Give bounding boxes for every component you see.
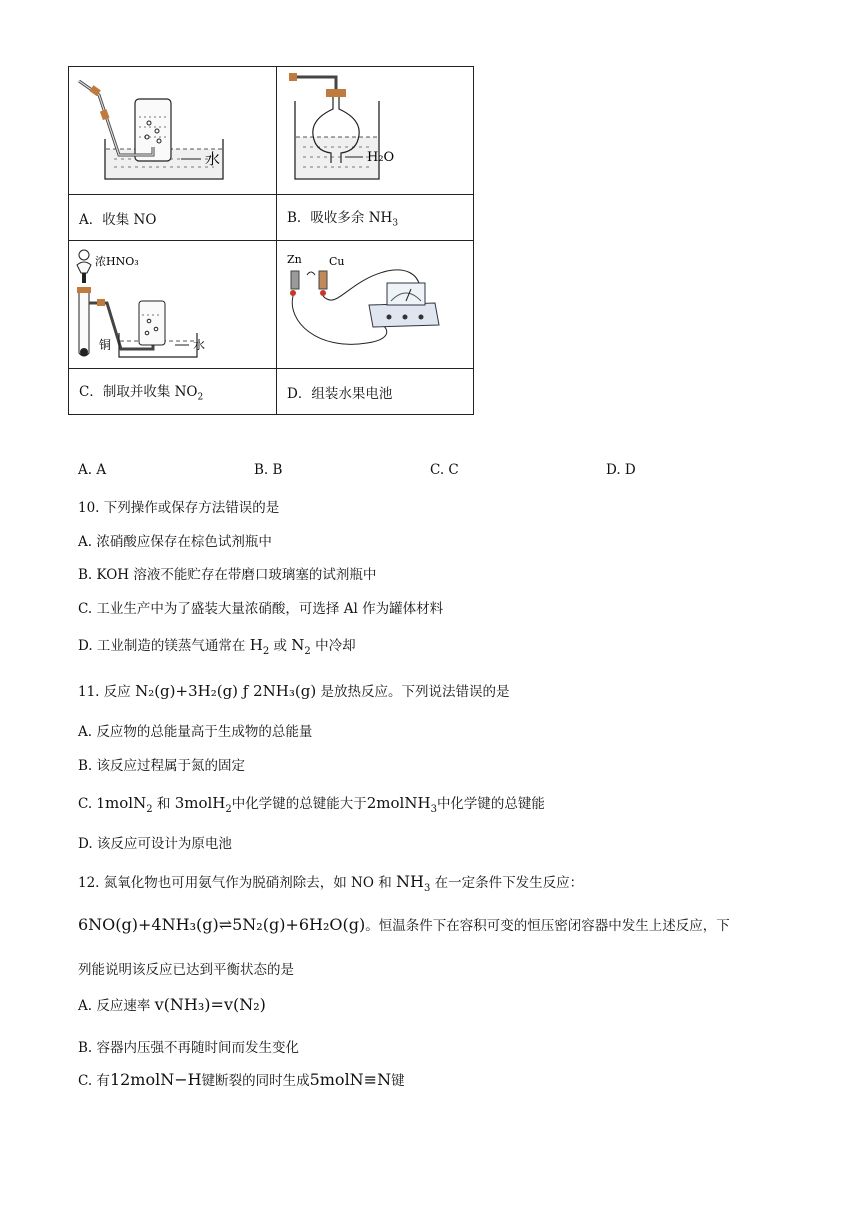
option-d-caption: D．组装水果电池: [277, 369, 474, 415]
option-c-caption: C．制取并收集 $NO_2$: [69, 369, 277, 415]
q12-option-b[interactable]: B. 容器内压强不再随时间而发生变化: [78, 1040, 300, 1056]
q12-stem-line3: 列能说明该反应已达到平衡状态的是: [78, 962, 294, 978]
water-label-c: 水: [193, 338, 206, 352]
water-label: 水: [205, 150, 221, 168]
q11-option-b[interactable]: B. 该反应过程属于氮的固定: [78, 758, 246, 774]
q10-option-c[interactable]: C. 工业生产中为了盛装大量浓硝酸，可选择 Al 作为罐体材料: [78, 601, 444, 617]
absorb-nh3-apparatus-icon: [277, 67, 473, 190]
cell-b-figure: [277, 67, 474, 195]
q9-choice-d[interactable]: D. D: [606, 462, 636, 478]
option-b-caption: B．吸收多余 $NH_3$: [277, 195, 474, 241]
q11-option-c[interactable]: C. 1molN$_2$ 和 3molH$_2$中化学键的总键能大于2molNH$_3$中化学键的总键能: [78, 794, 545, 815]
q9-choice-a[interactable]: A. A: [78, 462, 107, 478]
copper-label: 铜: [99, 338, 112, 352]
q10-option-a[interactable]: A. 浓硝酸应保存在棕色试剂瓶中: [78, 534, 272, 550]
apparatus-table: [68, 66, 474, 415]
conc-nitric-acid-label: 浓HNO₃: [95, 255, 139, 268]
q11-stem: 11. 反应 N₂(g)+3H₂(g) ƒ 2NH₃(g) 是放热反应。下列说法错误的是: [78, 682, 510, 700]
q10-stem: 10. 下列操作或保存方法错误的是: [78, 500, 280, 516]
collect-no-apparatus-icon: [69, 67, 276, 190]
q12-option-a[interactable]: A. 反应速率 v(NH₃)=v(N₂): [78, 995, 266, 1014]
option-a-caption: A．收集 NO: [69, 195, 277, 241]
make-no2-apparatus-icon: [69, 241, 276, 364]
zinc-label: Zn: [287, 253, 302, 266]
cell-c-figure: [69, 241, 277, 369]
q12-stem-line1: 12. 氮氧化物也可用氨气作为脱硝剂除去，如 NO 和 $NH_3$ 在一定条件下发生反应：: [78, 872, 584, 895]
water-formula-label: H₂O: [367, 150, 395, 165]
q12-option-c[interactable]: C. 有12molN−H键断裂的同时生成5molN≡N键: [78, 1070, 405, 1089]
cell-d-figure: [277, 241, 474, 369]
q10-option-b[interactable]: B. KOH 溶液不能贮存在带磨口玻璃塞的试剂瓶中: [78, 567, 377, 583]
copper-electrode-label: Cu: [329, 255, 345, 268]
cell-a-figure: [69, 67, 277, 195]
fruit-battery-icon: [277, 241, 473, 364]
q11-option-d[interactable]: D. 该反应可设计为原电池: [78, 836, 232, 852]
q10-option-d[interactable]: D. 工业制造的镁蒸气通常在 $H_2$ 或 $N_2$ 中冷却: [78, 636, 356, 657]
q9-choice-b[interactable]: B. B: [254, 462, 283, 478]
q12-stem-line2: 6NO(g)+4NH₃(g)⇌5N₂(g)+6H₂O(g)。恒温条件下在容积可变的恒压密闭容器中发生上述反应，下: [78, 915, 730, 934]
q11-equation: N₂(g)+3H₂(g) ƒ 2NH₃(g): [135, 682, 317, 700]
q11-option-a[interactable]: A. 反应物的总能量高于生成物的总能量: [78, 724, 313, 740]
q12-equation: 6NO(g)+4NH₃(g)⇌5N₂(g)+6H₂O(g): [78, 915, 366, 934]
q9-choice-c[interactable]: C. C: [430, 462, 459, 478]
